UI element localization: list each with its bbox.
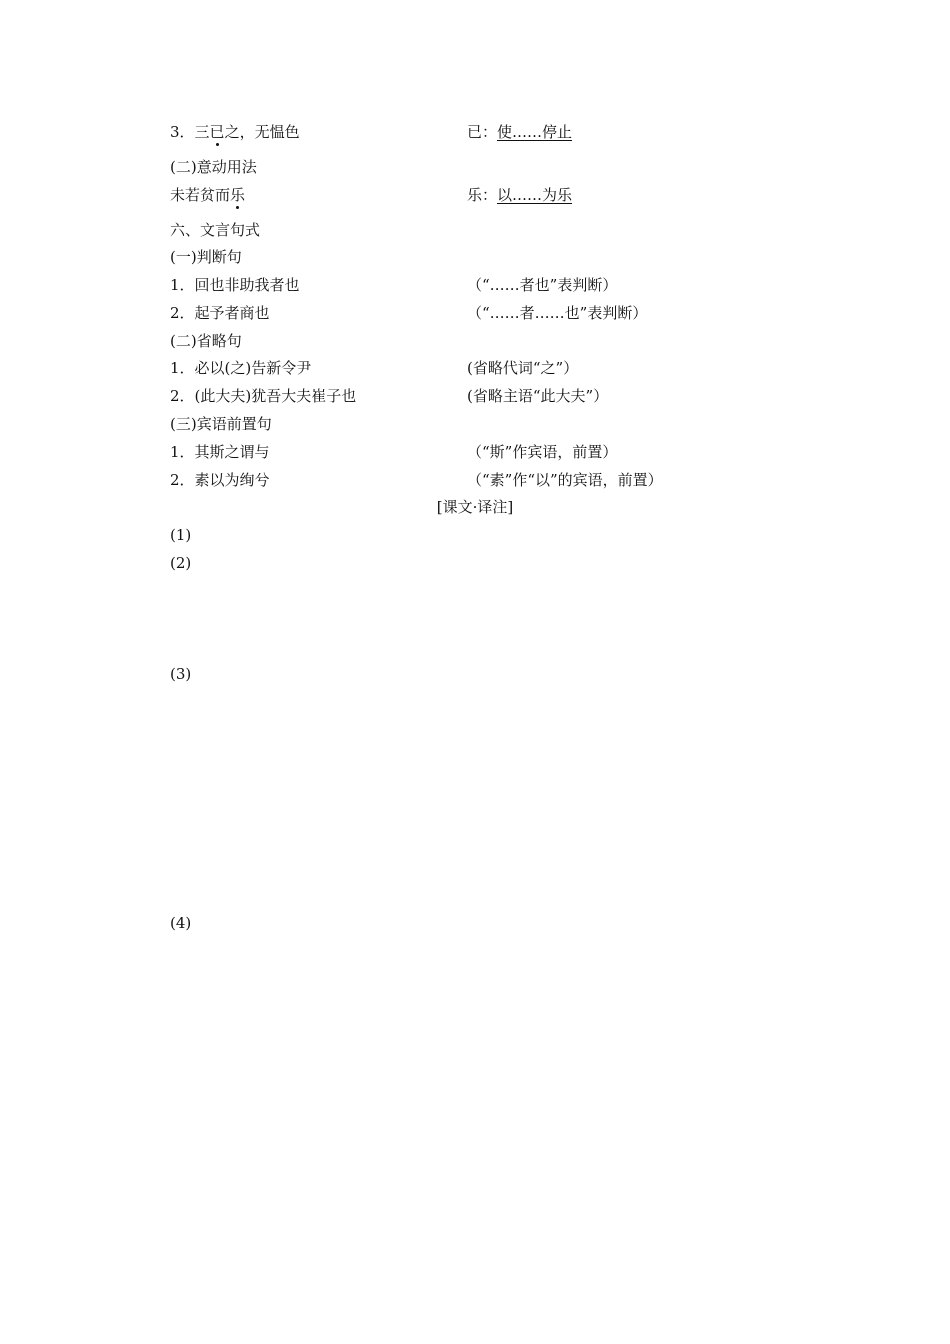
yidong-note xyxy=(467,185,572,205)
binyu-heading: (三)宾语前置句 xyxy=(170,415,272,433)
yidong-sentence xyxy=(170,185,245,205)
item3-note-value: 使……停止 xyxy=(497,123,573,141)
panduan-note-2: （“……者……也”表判断） xyxy=(467,304,648,322)
item3-post: 之，无愠色 xyxy=(224,123,300,141)
panduan-item-1: 1．回也非助我者也 xyxy=(170,276,300,294)
kewen-heading: [课文·译注] xyxy=(436,498,514,516)
shenglue-heading: (二)省略句 xyxy=(170,332,242,350)
shenglue-item-1: 1．必以(之)告新令尹 xyxy=(170,359,312,377)
yidong-note-label: 乐： xyxy=(467,186,498,204)
kewen-marker-2: (2) xyxy=(170,554,192,572)
panduan-item-2: 2．起予者商也 xyxy=(170,304,270,322)
panduan-heading: (一)判断句 xyxy=(170,248,242,266)
yidong-pre: 未若贫而 xyxy=(170,186,231,204)
kewen-marker-3: (3) xyxy=(170,665,192,683)
item3-pre: 3．三 xyxy=(170,123,210,141)
shenglue-note-1: (省略代词“之”） xyxy=(467,359,579,377)
shenglue-item-2: 2．(此大夫)犹吾大夫崔子也 xyxy=(170,387,357,405)
item3-note-label: 已： xyxy=(467,123,498,141)
item3-sentence xyxy=(170,122,300,142)
kewen-marker-1: (1) xyxy=(170,526,192,544)
yidong-dotted-char: 乐 xyxy=(230,186,246,204)
shenglue-note-2: (省略主语“此大夫”） xyxy=(467,387,609,405)
item3-note xyxy=(467,122,572,142)
yidong-heading: (二)意动用法 xyxy=(170,158,257,176)
section6-heading: 六、文言句式 xyxy=(170,221,261,239)
binyu-item-2: 2．素以为绚兮 xyxy=(170,471,270,489)
item3-dotted-char: 已 xyxy=(209,123,225,141)
binyu-item-1: 1．其斯之谓与 xyxy=(170,443,270,461)
panduan-note-1: （“……者也”表判断） xyxy=(467,276,618,294)
yidong-note-value: 以……为乐 xyxy=(497,186,573,204)
binyu-note-2: （“素”作“以”的宾语，前置） xyxy=(467,471,663,489)
kewen-marker-4: (4) xyxy=(170,914,192,932)
binyu-note-1: （“斯”作宾语，前置） xyxy=(467,443,618,461)
